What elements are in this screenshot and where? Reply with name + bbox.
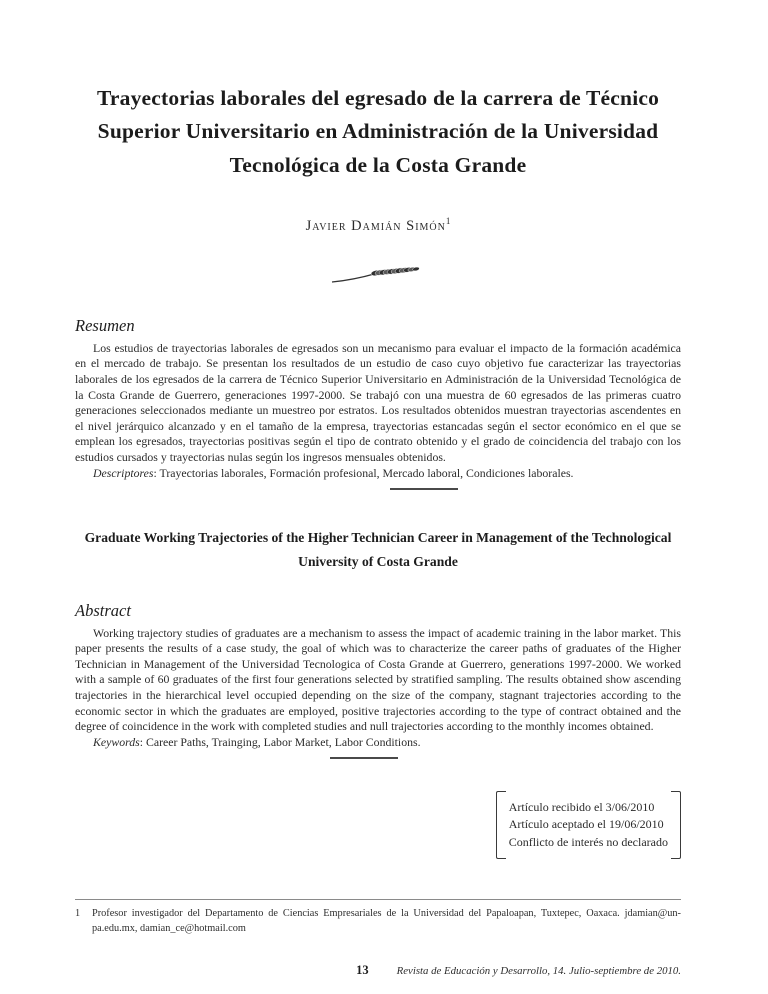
descriptores-list: : Trayectorias laborales, Formación profesional, Mercado laboral, Condiciones laborales. bbox=[153, 465, 574, 480]
footnote-divider bbox=[75, 899, 681, 900]
section-divider-rule bbox=[390, 488, 458, 490]
resumen-section bbox=[75, 316, 681, 490]
author-footnote-ref: 1 bbox=[445, 215, 451, 226]
descriptores-label: Descriptores bbox=[93, 465, 154, 480]
descriptores-line bbox=[75, 466, 681, 482]
footnote-number: 1 bbox=[75, 908, 81, 919]
resumen-text: Los estudios de trayectorias laborales de egresados son un mecanismo para evaluar el impacto de la formación académica en el mercado de trabajo. Se presentan los resultados de un estudio de caso cuyo objetivo fue caracterizar las trayectorias laborales de los egresados de la carrera de Técnico Superior Universitario en Administración de la Universidad Tecnológica de la Costa Grande de Guerrero, generaciones 1997-2000. Se trabajó con una muestra de 60 egresados de las primeras cuatro generaciones seleccionados mediante un muestreo por estratos. Los resultados obtenidos muestran trayectorias ascendentes en el nivel jerárquico alcanzado y en el tamaño de la empresa, trayectorias estancadas según el sector económico en el que se emplean los egresados, trayectorias positivas según el tipo de contrato obtenido y el grado de coincidencia del trabajo con los estudios cursados y trayectorias nulas según los ingresos mensuales obtenidos. bbox=[75, 340, 681, 464]
article-dates-box bbox=[496, 791, 681, 860]
page-number: 13 bbox=[356, 963, 369, 977]
footnote-text: Profesor investigador del Departamento de Ciencias Empresariales de la Universidad del Papaloapan, Tuxtepec, Oaxaca. jdamian@un-pa.edu.mx, damian_ce@hotmail.com bbox=[92, 908, 681, 934]
author-name: Javier Damián Simón bbox=[305, 217, 446, 234]
keywords-label: Keywords bbox=[93, 734, 140, 749]
page-footer bbox=[75, 963, 681, 978]
abstract-text: Working trajectory studies of graduates are a mechanism to assess the impact of academic training in the labor market. This paper presents the results of a case study, the goal of which was to characterize the career paths of graduates of the Higher Technician in Management of the Universidad Tecnologica of Costa Grande at Guerrero, generations 1997-2000. We worked with a sample of 60 graduates of the first four generations selected by stratified sampling. The results obtained show ascending trajectories in the hierarchical level occupied depending on the size of the company, stagnant trajectories according to the economic sector in which the graduates are employed, positive trajectories according to the type of contract obtained and the degree of coincidence in the work with completed studies and null trajectories according to the monthly incomes obtained. bbox=[75, 625, 681, 734]
wheat-spike-ornament-icon bbox=[330, 259, 426, 285]
article-title-en: Graduate Working Trajectories of the Higher Technician Career in Management of the Technological University of Costa Grande bbox=[84, 529, 672, 570]
journal-citation: Revista de Educación y Desarrollo, 14. Julio-septiembre de 2010. bbox=[396, 965, 681, 977]
article-received-date: Artículo recibido el 3/06/2010 bbox=[508, 799, 655, 814]
keywords-list: : Career Paths, Trainging, Labor Market, Labor Conditions. bbox=[139, 734, 421, 749]
author-line bbox=[75, 216, 681, 235]
ornament-container bbox=[75, 259, 681, 290]
abstract-section bbox=[75, 601, 681, 759]
footnote bbox=[75, 907, 681, 936]
resumen-heading: Resumen bbox=[75, 315, 135, 335]
article-title-es: Trayectorias laborales del egresado de la carrera de Técnico Superior Universitario en Administración de la Universidad Tecnológica de la Costa Grande bbox=[96, 86, 660, 177]
conflict-of-interest-statement: Conflicto de interés no declarado bbox=[508, 834, 668, 849]
footnote-block bbox=[75, 899, 681, 936]
article-accepted-date: Artículo aceptado el 19/06/2010 bbox=[508, 817, 664, 832]
section-divider-rule bbox=[330, 757, 398, 759]
abstract-heading: Abstract bbox=[75, 600, 131, 620]
keywords-line bbox=[75, 735, 681, 751]
